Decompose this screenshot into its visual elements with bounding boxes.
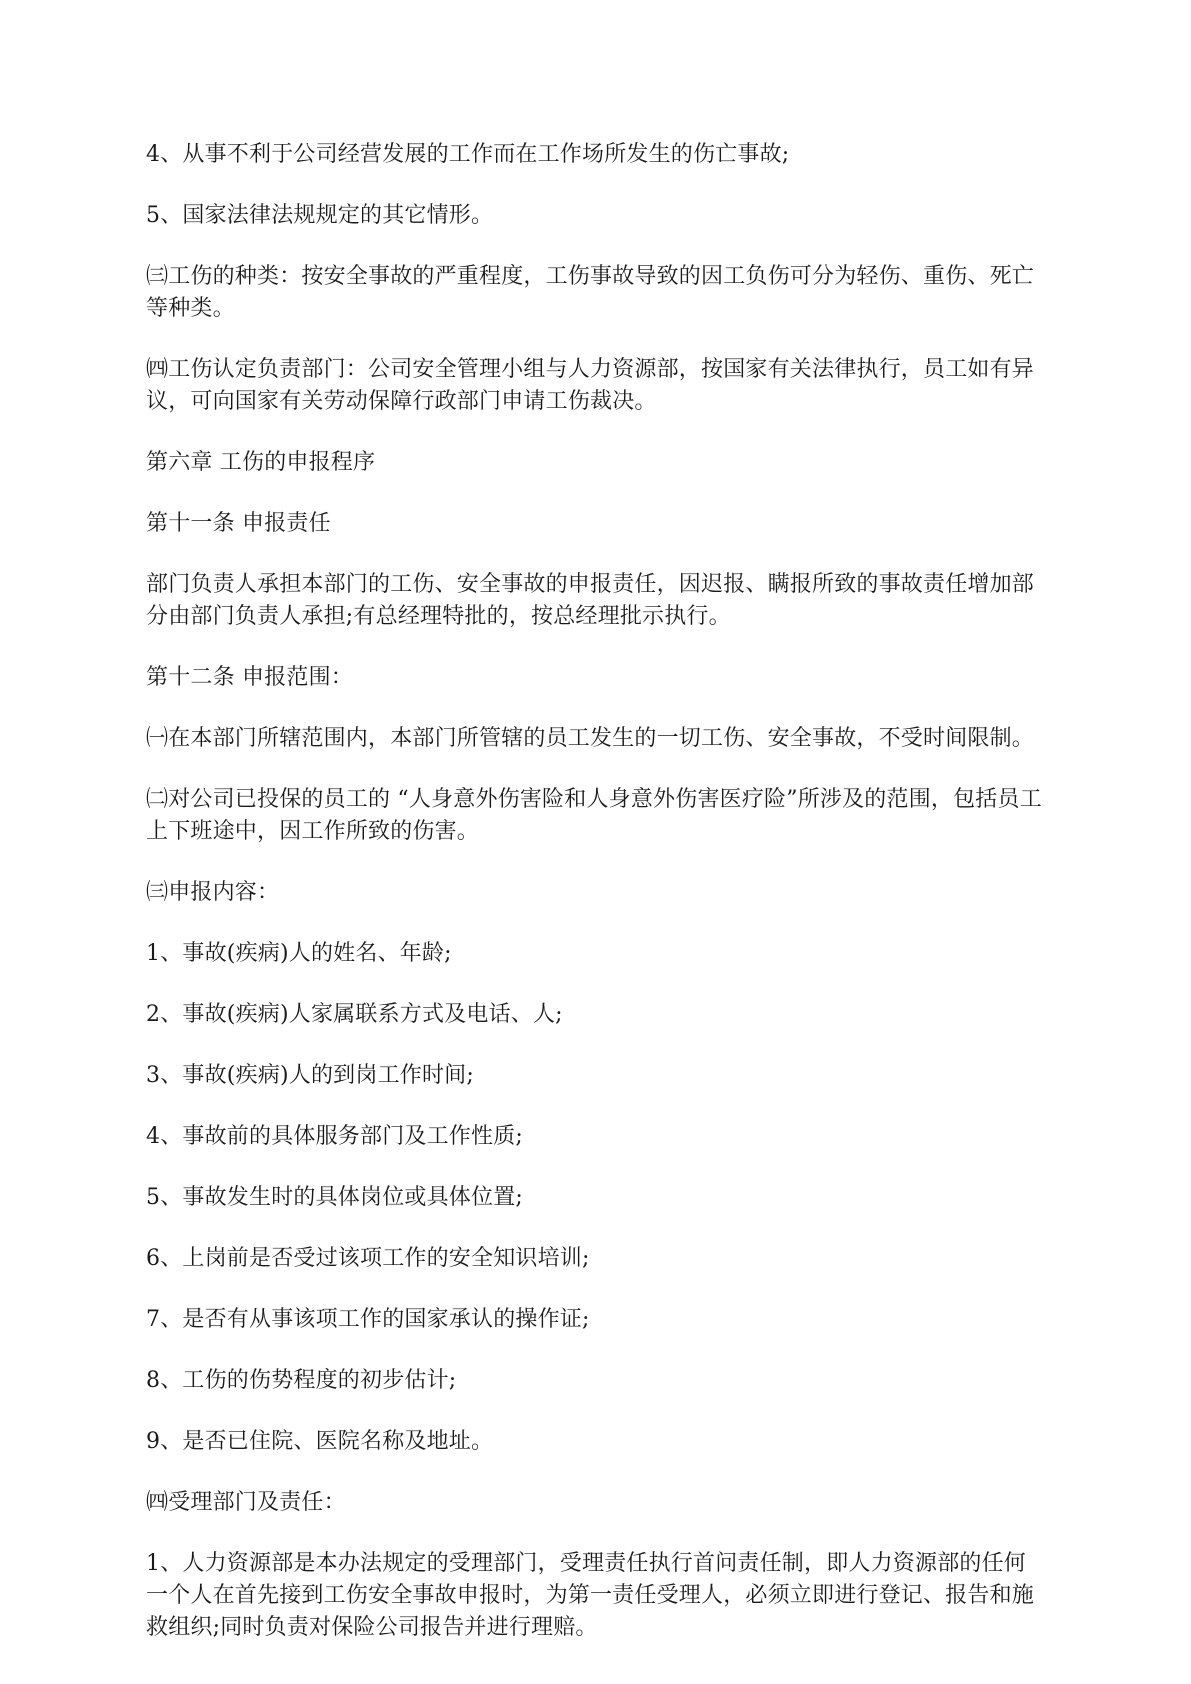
paragraph: 1、人力资源部是本办法规定的受理部门，受理责任执行首问责任制，即人力资源部的任何一个人在首先接到工伤安全事故申报时，为第一责任受理人，必须立即进行登记、报告和施救组织;同时负责对保险公司报告并进行理赔。 xyxy=(146,1551,1035,1640)
list-item: 6、上岗前是否受过该项工作的安全知识培训; xyxy=(146,1246,590,1271)
paragraph: ㈡对公司已投保的员工的 “人身意外伤害险和人身意外伤害医疗险”所涉及的范围，包括员工上下班途中，因工作所致的伤害。 xyxy=(146,787,1042,844)
list-item: 9、是否已住院、医院名称及地址。 xyxy=(146,1429,494,1454)
list-item: 4、从事不利于公司经营发展的工作而在工作场所发生的伤亡事故; xyxy=(146,142,790,167)
list-item: 7、是否有从事该项工作的国家承认的操作证; xyxy=(146,1307,590,1332)
list-item: 2、事故(疾病)人家属联系方式及电话、人; xyxy=(146,1002,563,1027)
document-body xyxy=(146,139,1046,1673)
list-item: 5、事故发生时的具体岗位或具体位置; xyxy=(146,1185,524,1210)
paragraph: ㈢工伤的种类：按安全事故的严重程度，工伤事故导致的因工负伤可分为轻伤、重伤、死亡等种类。 xyxy=(146,264,1035,321)
list-item: 5、国家法律法规规定的其它情形。 xyxy=(146,203,494,228)
list-item: 4、事故前的具体服务部门及工作性质; xyxy=(146,1124,524,1149)
list-item: 1、事故(疾病)人的姓名、年龄; xyxy=(146,941,452,966)
article-heading: 第十二条 申报范围： xyxy=(146,665,353,690)
section-heading: ㈣受理部门及责任： xyxy=(146,1490,346,1515)
list-item: 8、工伤的伤势程度的初步估计; xyxy=(146,1368,457,1393)
article-heading: 第十一条 申报责任 xyxy=(146,511,331,536)
section-heading: ㈢申报内容： xyxy=(146,880,280,905)
paragraph: 部门负责人承担本部门的工伤、安全事故的申报责任，因迟报、瞒报所致的事故责任增加部分由部门负责人承担;有总经理特批的，按总经理批示执行。 xyxy=(146,572,1035,629)
list-item: 3、事故(疾病)人的到岗工作时间; xyxy=(146,1063,474,1088)
paragraph: ㈠在本部门所辖范围内，本部门所管辖的员工发生的一切工伤、安全事故，不受时间限制。 xyxy=(146,726,1035,751)
chapter-heading: 第六章 工伤的申报程序 xyxy=(146,450,376,475)
paragraph: ㈣工伤认定负责部门：公司安全管理小组与人力资源部，按国家有关法律执行，员工如有异议，可向国家有关劳动保障行政部门申请工伤裁决。 xyxy=(146,357,1035,414)
